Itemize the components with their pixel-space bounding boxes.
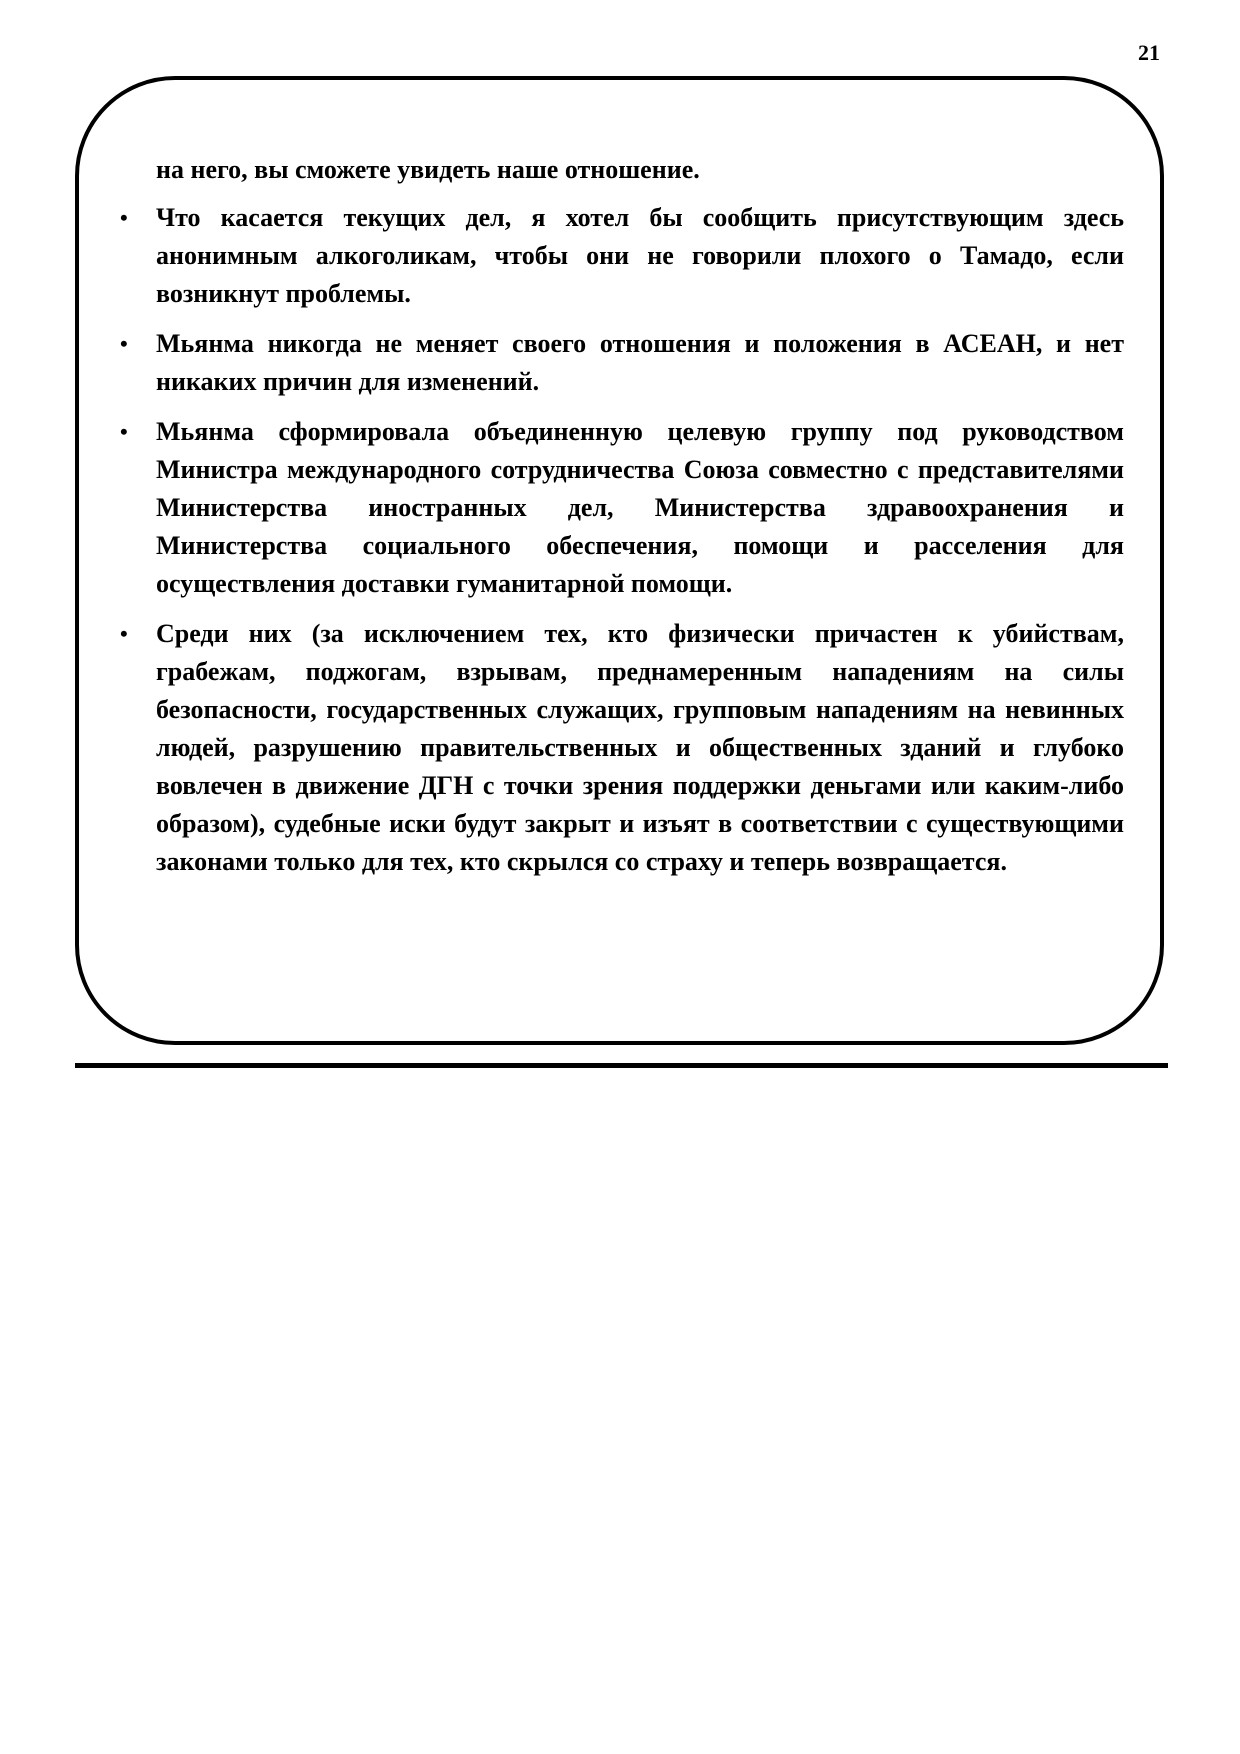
bullet-icon: • bbox=[120, 331, 128, 356]
bullet-list bbox=[116, 199, 1124, 881]
bullet-icon: • bbox=[120, 419, 128, 444]
continued-paragraph: на него, вы сможете увидеть наше отношение. bbox=[156, 155, 700, 184]
bullet-text: Мьянма никогда не меняет своего отношения и положения в АСЕАН, и нет никаких причин для изменений. bbox=[156, 329, 1124, 396]
horizontal-rule bbox=[75, 1063, 1168, 1068]
bullet-text: Среди них (за исключением тех, кто физически причастен к убийствам, грабежам, поджогам, взрывам, преднамеренным нападениям на силы безопасности, государственных служащих, групповым нападениям на невинных людей, разрушению правительственных и общественных зданий и глубоко вовлечен в движение ДГН с точки зрения поддержки деньгами или каким-либо образом), судебные иски будут закрыт и изъят в соответствии с существующими законами только для тех, кто скрылся со страху и теперь возвращается. bbox=[156, 619, 1124, 876]
bullet-text: Мьянма сформировала объединенную целевую группу под руководством Министра международного сотрудничества Союза совместно с представителями Министерства иностранных дел, Министерства здравоохранения и Министерства социального обеспечения, помощи и расселения для осуществления доставки гуманитарной помощи. bbox=[156, 417, 1124, 598]
bullet-item bbox=[116, 413, 1124, 603]
bullet-icon: • bbox=[120, 205, 128, 230]
bullet-item bbox=[116, 615, 1124, 881]
bullet-item bbox=[116, 199, 1124, 313]
bullet-text: Что касается текущих дел, я хотел бы сообщить присутствующим здесь анонимным алкоголикам, чтобы они не говорили плохого о Тамадо, если возникнут проблемы. bbox=[156, 203, 1124, 308]
frame-content bbox=[116, 151, 1124, 893]
page-number: 21 bbox=[1138, 40, 1160, 65]
bullet-icon: • bbox=[120, 621, 128, 646]
bullet-item bbox=[116, 325, 1124, 401]
